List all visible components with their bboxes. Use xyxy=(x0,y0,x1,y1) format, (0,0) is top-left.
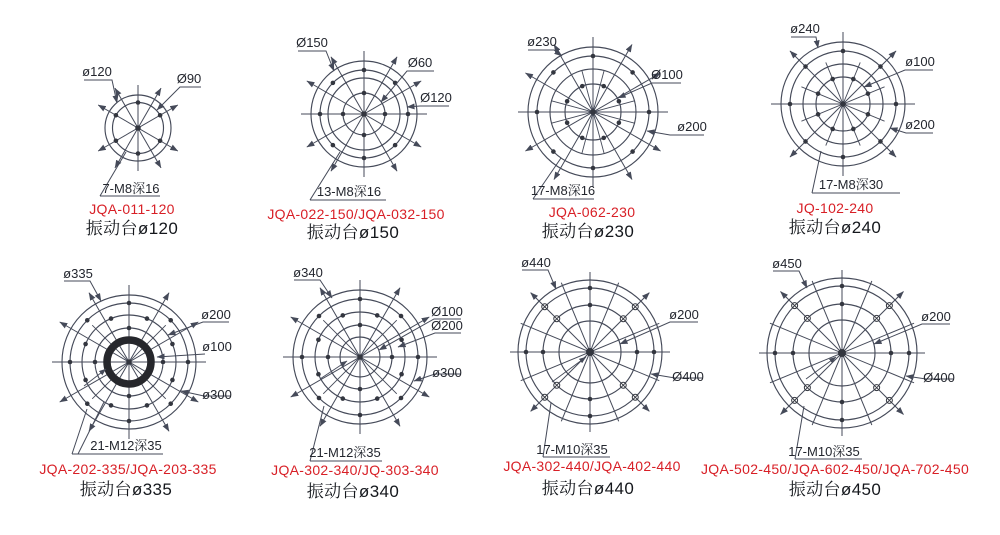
bolt-hole xyxy=(588,414,593,419)
bolt-hole xyxy=(551,149,556,154)
table-caption: 振动台ø340 xyxy=(306,482,400,501)
model-code: JQA-302-440/JQA-402-440 xyxy=(503,458,681,474)
model-code: JQA-202-335/JQA-203-335 xyxy=(39,461,217,477)
dim-label: Ø100 xyxy=(651,67,683,82)
bolt-hole xyxy=(551,70,556,75)
dim-label: Ø100 xyxy=(431,304,463,319)
center-hole xyxy=(126,359,132,365)
bolt-hole xyxy=(889,351,894,356)
bolt-hole xyxy=(878,139,883,144)
bolt-hole xyxy=(158,113,163,118)
bolt-hole xyxy=(109,316,114,321)
bolt-hole xyxy=(340,396,345,401)
thread-callout: 17-M10深35 xyxy=(788,444,860,459)
bolt-hole xyxy=(866,112,871,117)
bolt-hole xyxy=(588,397,593,402)
model-code: JQA-022-150/JQA-032-150 xyxy=(267,206,445,222)
bolt-hole xyxy=(331,81,336,86)
bolt-hole xyxy=(390,355,395,360)
bolt-hole-crossed xyxy=(804,385,810,391)
bolt-hole xyxy=(127,419,132,424)
bolt-hole xyxy=(803,139,808,144)
leader-line xyxy=(294,280,332,298)
bolt-hole xyxy=(788,102,793,107)
thread-callout: 13-M8深16 xyxy=(316,184,382,199)
bolt-hole xyxy=(158,138,163,143)
bolt-hole xyxy=(85,401,90,406)
thread-callout: 17-M10深35 xyxy=(536,442,608,457)
bolt-hole xyxy=(816,91,821,96)
leader-line xyxy=(407,106,449,107)
bolt-hole xyxy=(358,323,363,328)
leader-line xyxy=(522,270,556,289)
diagram-150 xyxy=(296,35,452,200)
bolt-hole xyxy=(830,77,835,82)
center-hole xyxy=(838,349,846,357)
diagram-120 xyxy=(82,64,201,196)
bolt-hole xyxy=(840,418,845,423)
bolt-hole xyxy=(317,396,322,401)
bolt-hole xyxy=(375,313,380,318)
bolt-hole xyxy=(316,337,321,342)
dim-label: ø100 xyxy=(202,339,232,354)
bolt-hole xyxy=(358,297,363,302)
bolt-hole-crossed xyxy=(792,397,798,403)
leader-line xyxy=(64,281,101,301)
bolt-hole xyxy=(114,113,119,118)
bolt-hole xyxy=(168,401,173,406)
leader-line xyxy=(157,354,205,357)
bolt-hole xyxy=(894,102,899,107)
bolt-hole xyxy=(161,360,166,365)
diagram-240 xyxy=(771,21,935,193)
bolt-hole xyxy=(580,84,585,89)
bolt-hole xyxy=(358,413,363,418)
bolt-hole xyxy=(399,372,404,377)
bolt-hole xyxy=(170,378,175,383)
bolt-hole xyxy=(773,351,778,356)
bolt-hole xyxy=(68,360,73,365)
center-hole xyxy=(590,109,596,115)
bolt-hole xyxy=(565,99,570,104)
bolt-hole xyxy=(145,403,150,408)
dim-label: Ø60 xyxy=(407,55,433,70)
bolt-hole xyxy=(127,394,132,399)
bolt-hole xyxy=(358,387,363,392)
bolt-hole xyxy=(341,112,346,117)
diagram-340 xyxy=(283,265,463,461)
bolt-hole xyxy=(362,91,367,96)
bolt-hole xyxy=(866,91,871,96)
bolt-hole-crossed xyxy=(542,304,548,310)
callout-leader xyxy=(72,409,87,454)
bolt-hole xyxy=(803,64,808,69)
pointer-arrow xyxy=(320,361,347,379)
bolt-hole-crossed xyxy=(886,397,892,403)
bolt-hole-crossed xyxy=(554,382,560,388)
model-code: JQA-302-340/JQ-303-340 xyxy=(271,462,439,478)
bolt-hole-crossed xyxy=(804,315,810,321)
dim-label: Ø90 xyxy=(176,71,202,86)
dim-label: ø440 xyxy=(521,255,551,270)
dim-label: ø100 xyxy=(905,54,935,69)
bolt-hole xyxy=(399,314,404,319)
bolt-hole xyxy=(383,112,388,117)
bolt-hole-crossed xyxy=(542,394,548,400)
dim-label: ø200 xyxy=(921,309,951,324)
bolt-hole-crossed xyxy=(554,316,560,322)
table-caption: 振动台ø440 xyxy=(541,479,635,498)
bolt-hole xyxy=(316,372,321,377)
dim-label: ø240 xyxy=(790,21,820,36)
bolt-hole-crossed xyxy=(874,385,880,391)
center-hole xyxy=(840,101,846,107)
bolt-hole xyxy=(399,396,404,401)
bolt-hole xyxy=(83,378,88,383)
bolt-hole xyxy=(851,127,856,132)
bolt-hole-crossed xyxy=(874,315,880,321)
leader-line xyxy=(528,50,562,56)
leader-line xyxy=(298,51,334,71)
leader-line xyxy=(791,37,818,48)
bolt-hole-crossed xyxy=(632,304,638,310)
bolt-hole xyxy=(591,54,596,59)
bolt-hole xyxy=(841,155,846,160)
bolt-hole xyxy=(791,351,796,356)
table-caption: 振动台ø120 xyxy=(85,219,179,238)
bolt-hole xyxy=(170,342,175,347)
dim-label: ø300 xyxy=(202,387,232,402)
bolt-hole xyxy=(524,350,529,355)
dim-label: ø200 xyxy=(905,117,935,132)
bolt-hole xyxy=(318,112,323,117)
bolt-hole xyxy=(127,301,132,306)
pointer-arrow xyxy=(806,357,836,379)
dim-label: ø300 xyxy=(432,365,462,380)
bolt-hole xyxy=(375,396,380,401)
dim-label: Ø150 xyxy=(296,35,328,50)
diagram-440 xyxy=(510,255,704,457)
dim-label: Ø200 xyxy=(431,318,463,333)
table-caption: 振动台ø335 xyxy=(79,480,173,499)
bolt-hole xyxy=(127,326,132,331)
bolt-hole xyxy=(109,403,114,408)
bolt-hole-crossed xyxy=(886,303,892,309)
bolt-hole xyxy=(878,64,883,69)
bolt-hole xyxy=(647,110,652,115)
bolt-hole xyxy=(816,112,821,117)
bolt-hole xyxy=(145,316,150,321)
bolt-hole xyxy=(588,286,593,291)
bolt-hole xyxy=(840,302,845,307)
table-caption: 振动台ø240 xyxy=(788,218,882,237)
dim-label: ø200 xyxy=(201,307,231,322)
bolt-hole xyxy=(136,151,141,156)
center-hole xyxy=(586,348,594,356)
bolt-hole-crossed xyxy=(632,394,638,400)
dim-label: ø200 xyxy=(677,119,707,134)
bolt-hole-crossed xyxy=(620,316,626,322)
bolt-hole xyxy=(565,120,570,125)
bolt-hole xyxy=(317,314,322,319)
thread-callout: 17-M8深16 xyxy=(530,183,596,198)
bolt-hole xyxy=(907,351,912,356)
bolt-hole xyxy=(617,99,622,104)
bolt-hole xyxy=(393,143,398,148)
bolt-hole xyxy=(331,143,336,148)
bolt-hole xyxy=(541,350,546,355)
model-code: JQA-502-450/JQA-602-450/JQA-702-450 xyxy=(700,461,970,477)
diagram-450 xyxy=(759,256,955,459)
dim-label: Ø400 xyxy=(672,369,704,384)
dim-label: Ø400 xyxy=(923,370,955,385)
bolt-hole xyxy=(630,149,635,154)
bolt-hole xyxy=(406,112,411,117)
bolt-hole xyxy=(580,136,585,141)
bolt-hole xyxy=(601,84,606,89)
bolt-hole xyxy=(340,313,345,318)
bolt-hole xyxy=(362,68,367,73)
bolt-hole xyxy=(635,350,640,355)
bolt-hole xyxy=(362,156,367,161)
diagram-335 xyxy=(52,266,232,454)
bolt-hole xyxy=(617,120,622,125)
center-hole xyxy=(361,111,367,117)
model-code: JQA-062-230 xyxy=(548,204,636,220)
table-caption: 振动台ø450 xyxy=(788,480,882,499)
bolt-hole xyxy=(168,318,173,323)
table-caption: 振动台ø150 xyxy=(306,223,400,242)
dim-label: ø230 xyxy=(527,34,557,49)
bolt-hole xyxy=(588,303,593,308)
dim-label: ø120 xyxy=(82,64,112,79)
bolt-hole xyxy=(652,350,657,355)
bolt-hole xyxy=(326,355,331,360)
thread-callout: 21-M12深35 xyxy=(90,438,162,453)
thread-callout: 21-M12深35 xyxy=(309,445,381,460)
bolt-hole-crossed xyxy=(620,382,626,388)
leader-line xyxy=(398,333,461,347)
bolt-hole-crossed xyxy=(792,303,798,309)
dim-label: ø200 xyxy=(669,307,699,322)
bolt-hole xyxy=(300,355,305,360)
diagram-230 xyxy=(518,34,707,199)
dim-label: ø450 xyxy=(772,256,802,271)
bolt-hole xyxy=(591,166,596,171)
thread-callout: 17-M8深30 xyxy=(818,177,884,192)
dim-label: ø335 xyxy=(63,266,93,281)
bolt-hole xyxy=(630,70,635,75)
bolt-hole xyxy=(840,284,845,289)
center-hole xyxy=(135,125,141,131)
leader-line xyxy=(773,271,807,288)
bolt-hole xyxy=(840,400,845,405)
bolt-hole xyxy=(186,360,191,365)
bolt-hole xyxy=(841,49,846,54)
bolt-hole xyxy=(601,136,606,141)
bolt-hole xyxy=(85,318,90,323)
bolt-hole xyxy=(93,360,98,365)
center-hole xyxy=(357,354,363,360)
bolt-hole xyxy=(851,77,856,82)
bolt-hole xyxy=(136,100,141,105)
bolt-hole xyxy=(114,138,119,143)
bolt-hole xyxy=(83,342,88,347)
leader-line xyxy=(618,83,681,98)
bolt-hole xyxy=(362,133,367,138)
leader-line xyxy=(84,80,117,103)
model-code: JQ-102-240 xyxy=(796,200,874,216)
bolt-hole xyxy=(535,110,540,115)
thread-callout: 7-M8深16 xyxy=(102,181,160,196)
dim-label: ø340 xyxy=(293,265,323,280)
dim-label: Ø120 xyxy=(420,90,452,105)
table-caption: 振动台ø230 xyxy=(541,222,635,241)
model-code: JQA-011-120 xyxy=(89,201,175,217)
bolt-hole xyxy=(416,355,421,360)
bolt-hole xyxy=(830,127,835,132)
